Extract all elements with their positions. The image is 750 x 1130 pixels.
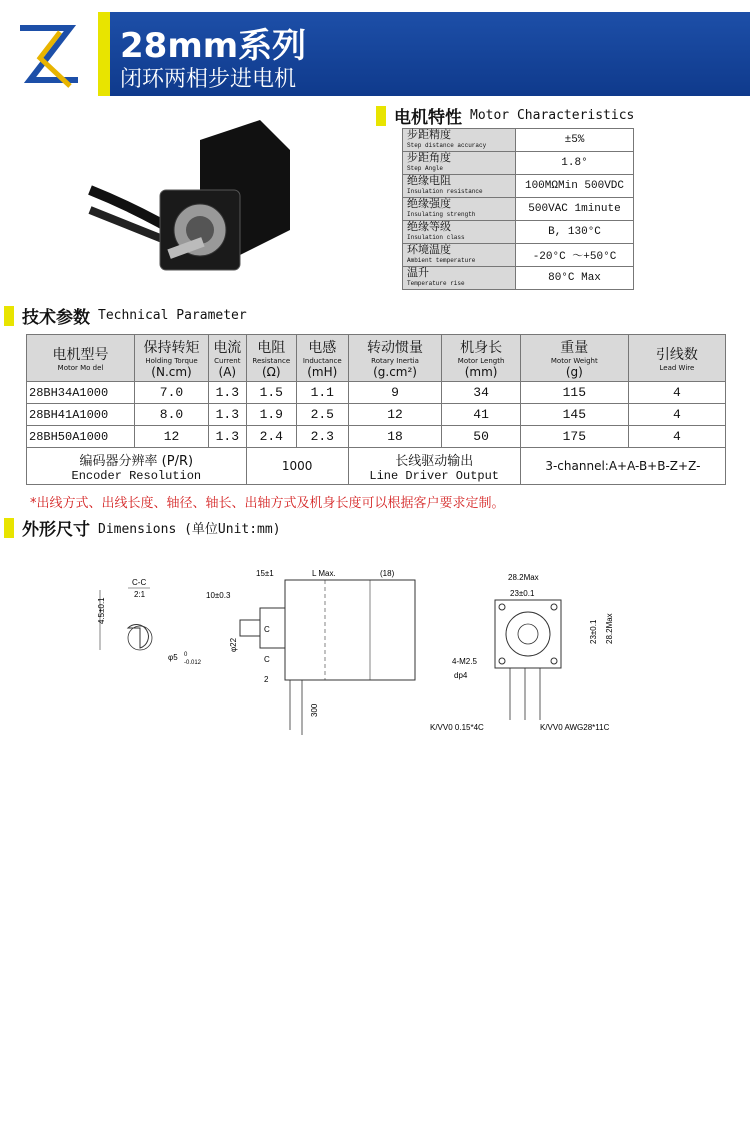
scale-label: 2:1 bbox=[134, 590, 146, 599]
wire-spec-2: K/VV0 AWG28*11C bbox=[540, 723, 610, 732]
dim-300: 300 bbox=[310, 703, 319, 717]
table-cell: 41 bbox=[442, 404, 520, 426]
characteristic-value: ±5% bbox=[516, 129, 634, 152]
side-view bbox=[206, 569, 415, 735]
page-title: 28mm系列 bbox=[120, 26, 307, 66]
encoder-row: 编码器分辨率 (P/R) Encoder Resolution 1000 长线驱动输出 Line Driver Output 3-channel:A+A-B+B-Z+Z- bbox=[27, 448, 726, 485]
table-cell: 4 bbox=[628, 404, 725, 426]
column-header: 电机型号 Motor Mo del bbox=[27, 335, 135, 382]
shaft-dim: φ5 bbox=[168, 653, 178, 662]
dim-2: 2 bbox=[264, 675, 269, 684]
characteristic-row: 步距角度 Step Angle 1.8° bbox=[403, 152, 634, 175]
dim-width-max: 28.2Max bbox=[508, 573, 539, 582]
table-cell: 1.1 bbox=[296, 382, 348, 404]
characteristic-value: 500VAC 1minute bbox=[516, 198, 634, 221]
table-cell: 1.9 bbox=[246, 404, 296, 426]
svg-text:0: 0 bbox=[184, 652, 188, 658]
table-cell: 7.0 bbox=[135, 382, 209, 404]
table-cell: 145 bbox=[520, 404, 628, 426]
dim-18: (18) bbox=[380, 569, 395, 578]
characteristic-row: 步距精度 Step distance accuracy ±5% bbox=[403, 129, 634, 152]
table-cell: 115 bbox=[520, 382, 628, 404]
table-cell: 12 bbox=[135, 426, 209, 448]
technical-parameter-heading: 技术参数 Technical Parameter bbox=[4, 303, 247, 328]
column-header: 机身长 Motor Length (mm) bbox=[442, 335, 520, 382]
characteristic-value: 80°C Max bbox=[516, 267, 634, 290]
encoder-channels: 3-channel:A+A-B+B-Z+Z- bbox=[520, 448, 725, 485]
column-header: 电阻 Resistance (Ω) bbox=[246, 335, 296, 382]
column-header: 电感 Inductance (mH) bbox=[296, 335, 348, 382]
dim-height-23: 23±0.1 bbox=[589, 619, 598, 644]
technical-parameter-table bbox=[26, 334, 726, 485]
table-cell: 1.3 bbox=[209, 426, 247, 448]
customization-note: *出线方式、出线长度、轴径、轴长、出轴方式及机身长度可以根据客户要求定制。 bbox=[30, 496, 505, 511]
table-row bbox=[27, 382, 726, 404]
header-band bbox=[0, 12, 750, 96]
table-cell: 175 bbox=[520, 426, 628, 448]
motor-photo bbox=[80, 110, 370, 300]
characteristic-row: 绝缘强度 Insulating strength 500VAC 1minute bbox=[403, 198, 634, 221]
flat-dim: 4.5±0.1 bbox=[97, 597, 106, 624]
column-header: 转动惯量 Rotary Inertia (g.cm²) bbox=[348, 335, 442, 382]
hole-depth: dp4 bbox=[454, 671, 468, 680]
table-cell: 28BH41A1000 bbox=[27, 404, 135, 426]
characteristic-value: 1.8° bbox=[516, 152, 634, 175]
column-header: 电流 Current (A) bbox=[209, 335, 247, 382]
characteristic-row: 绝缘电阻 Insulation resistance 100MΩMin 500VDC bbox=[403, 175, 634, 198]
table-cell: 2.3 bbox=[296, 426, 348, 448]
table-cell: 28BH34A1000 bbox=[27, 382, 135, 404]
dim-15: 15±1 bbox=[256, 569, 274, 578]
svg-text:C: C bbox=[264, 655, 270, 664]
dimension-drawing bbox=[80, 560, 720, 760]
column-header: 重量 Motor Weight (g) bbox=[520, 335, 628, 382]
page-subtitle: 闭环两相步进电机 bbox=[120, 67, 297, 92]
table-cell: 2.4 bbox=[246, 426, 296, 448]
characteristic-row: 绝缘等级 Insulation class B, 130°C bbox=[403, 221, 634, 244]
brand-logo bbox=[0, 12, 98, 96]
dim-pilot: φ22 bbox=[229, 637, 238, 652]
table-cell: 28BH50A1000 bbox=[27, 426, 135, 448]
dim-height-max: 28.2Max bbox=[605, 613, 614, 644]
table-cell: 9 bbox=[348, 382, 442, 404]
characteristic-row: 环境温度 Ambient temperature -20°C ～+50°C bbox=[403, 244, 634, 267]
table-cell: 50 bbox=[442, 426, 520, 448]
table-cell: 2.5 bbox=[296, 404, 348, 426]
table-cell: 4 bbox=[628, 426, 725, 448]
dim-lmax: L Max. bbox=[312, 569, 336, 578]
section-label: C-C bbox=[132, 578, 147, 587]
section-view bbox=[97, 578, 202, 666]
front-view bbox=[430, 573, 614, 732]
motor-characteristics-table bbox=[402, 128, 634, 290]
svg-text:-0.012: -0.012 bbox=[184, 660, 202, 666]
characteristic-value: -20°C ～+50°C bbox=[516, 244, 634, 267]
page-header bbox=[0, 0, 750, 96]
characteristic-value: B, 130°C bbox=[516, 221, 634, 244]
table-row bbox=[27, 404, 726, 426]
dim-10: 10±0.3 bbox=[206, 591, 231, 600]
table-cell: 1.3 bbox=[209, 404, 247, 426]
table-cell: 1.3 bbox=[209, 382, 247, 404]
table-cell: 34 bbox=[442, 382, 520, 404]
table-cell: 1.5 bbox=[246, 382, 296, 404]
table-cell: 12 bbox=[348, 404, 442, 426]
encoder-resolution-value: 1000 bbox=[246, 448, 348, 485]
table-cell: 8.0 bbox=[135, 404, 209, 426]
svg-text:C: C bbox=[264, 625, 270, 634]
header-accent bbox=[98, 12, 110, 96]
characteristic-value: 100MΩMin 500VDC bbox=[516, 175, 634, 198]
table-cell: 18 bbox=[348, 426, 442, 448]
characteristic-row: 温升 Temperature rise 80°C Max bbox=[403, 267, 634, 290]
table-cell: 4 bbox=[628, 382, 725, 404]
dim-width-23: 23±0.1 bbox=[510, 589, 535, 598]
mount-holes: 4-M2.5 bbox=[452, 657, 477, 666]
column-header: 引线数 Lead Wire bbox=[628, 335, 725, 382]
wire-spec-1: K/VV0 0.15*4C bbox=[430, 723, 484, 732]
motor-characteristics-heading: 电机特性 Motor Characteristics bbox=[376, 103, 634, 128]
dimensions-heading: 外形尺寸 Dimensions (单位Unit:mm) bbox=[4, 515, 281, 540]
table-row bbox=[27, 426, 726, 448]
column-header: 保持转矩 Holding Torque (N.cm) bbox=[135, 335, 209, 382]
